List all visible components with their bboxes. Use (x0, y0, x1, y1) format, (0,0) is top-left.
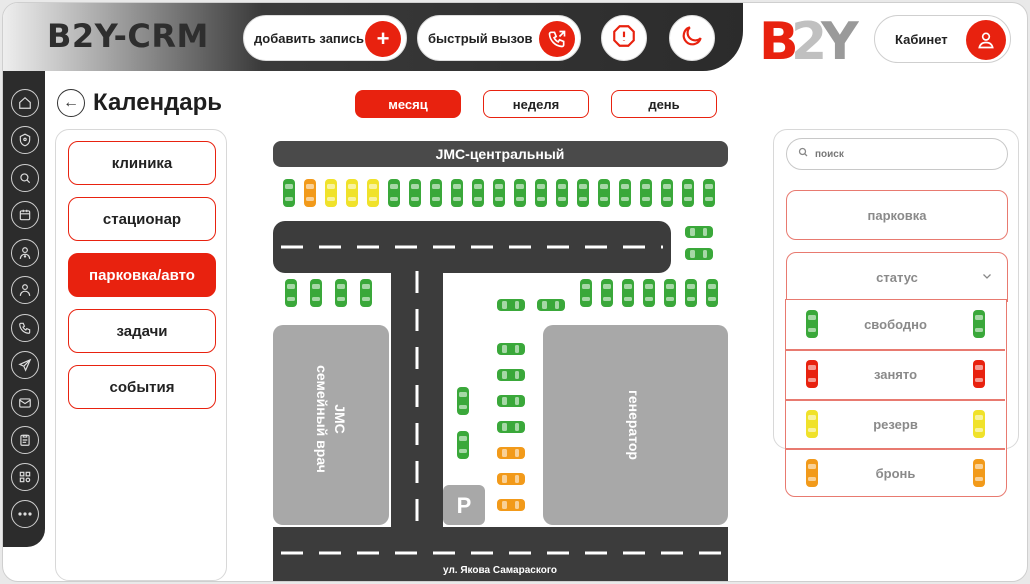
parking-spot[interactable] (497, 395, 525, 407)
building-jmc-family (273, 325, 389, 525)
quick-call-button[interactable] (417, 15, 581, 61)
parking-spot[interactable] (497, 447, 525, 459)
parking-spot[interactable] (661, 179, 673, 207)
parking-spot[interactable] (285, 279, 297, 307)
home-icon[interactable] (11, 89, 39, 117)
car-icon (973, 410, 985, 438)
category-panel (55, 129, 227, 581)
arrow-left-icon: ← (63, 94, 79, 111)
add-record-label: добавить запись (254, 30, 364, 46)
phone-call-icon (539, 21, 575, 57)
app-window (2, 2, 1028, 582)
parking-spot[interactable] (577, 179, 589, 207)
parking-filter[interactable] (786, 190, 1008, 240)
parking-spot[interactable] (304, 179, 316, 207)
parking-spot[interactable] (640, 179, 652, 207)
search-placeholder: поиск (815, 148, 844, 160)
chevron-down-icon (981, 269, 993, 287)
parking-spot[interactable] (682, 179, 694, 207)
parking-spot[interactable] (619, 179, 631, 207)
parking-spot[interactable] (457, 431, 469, 459)
cabinet-label: Кабинет (895, 31, 948, 47)
parking-spot[interactable] (388, 179, 400, 207)
parking-map (273, 141, 728, 582)
menu-hospital[interactable]: стационар (68, 197, 216, 241)
parking-spot[interactable] (685, 226, 713, 238)
parking-spot[interactable] (325, 179, 337, 207)
send-icon[interactable] (11, 351, 39, 379)
parking-filter-label: парковка (867, 207, 927, 223)
status-occupied-label: занято (873, 367, 918, 382)
b2y-logo (759, 9, 859, 69)
mail-icon[interactable] (11, 389, 39, 417)
svg-text:B: B (759, 12, 799, 69)
status-reserve[interactable] (786, 400, 1005, 449)
moon-icon (679, 23, 705, 54)
more-icon[interactable] (11, 500, 39, 528)
alert-button[interactable] (601, 15, 647, 61)
phone-icon[interactable] (11, 314, 39, 342)
user-icon (966, 20, 1006, 60)
status-dropdown-label: статус (876, 269, 918, 285)
tab-day[interactable]: день (611, 90, 717, 118)
parking-spot[interactable] (346, 179, 358, 207)
parking-spot[interactable] (535, 179, 547, 207)
parking-column (497, 343, 525, 511)
car-icon (973, 459, 985, 487)
parking-spot[interactable] (493, 179, 505, 207)
page-title: Календарь (93, 89, 223, 116)
status-reserve-label: резерв (873, 417, 918, 432)
svg-text:P: P (456, 493, 472, 518)
parking-spot[interactable] (472, 179, 484, 207)
cabinet-button[interactable] (874, 15, 1011, 63)
car-icon (806, 410, 818, 438)
car-icon (806, 360, 818, 388)
tab-month[interactable]: месяц (355, 90, 461, 118)
tab-week[interactable]: неделя (483, 90, 589, 118)
menu-clinic[interactable]: клиника (68, 141, 216, 185)
parking-spot[interactable] (598, 179, 610, 207)
parking-spot[interactable] (537, 299, 565, 311)
svg-text:JMC-центральный: JMC-центральный (435, 146, 565, 162)
status-free[interactable] (786, 300, 1005, 349)
parking-spot[interactable] (580, 279, 592, 307)
parking-row-left (285, 279, 372, 307)
parking-spot[interactable] (335, 279, 347, 307)
quick-call-label: быстрый вызов (428, 30, 533, 46)
clipboard-icon[interactable] (11, 426, 39, 454)
parking-spot[interactable] (497, 369, 525, 381)
parking-spot[interactable] (497, 421, 525, 433)
parking-spot[interactable] (367, 179, 379, 207)
apps-icon[interactable] (11, 463, 39, 491)
sidebar (3, 71, 45, 547)
parking-spot[interactable] (497, 499, 525, 511)
street-name: ул. Якова Самараского (443, 565, 557, 576)
menu-tasks[interactable]: задачи (68, 309, 216, 353)
parking-spot[interactable] (685, 248, 713, 260)
parking-spot[interactable] (310, 279, 322, 307)
status-booked[interactable] (786, 449, 1005, 498)
parking-row-right (497, 279, 718, 311)
car-icon (806, 459, 818, 487)
car-icon (973, 360, 985, 388)
svg-text:семейный врач: семейный врач (314, 365, 330, 473)
back-button[interactable] (57, 89, 85, 117)
status-booked-label: бронь (875, 466, 916, 481)
parking-spot[interactable] (514, 179, 526, 207)
svg-text:Y: Y (821, 12, 859, 69)
alert-icon (611, 23, 637, 54)
parking-spot[interactable] (409, 179, 421, 207)
add-record-button[interactable] (243, 15, 407, 61)
brand-logo: B2Y-CRM (47, 17, 209, 55)
status-dropdown[interactable] (786, 252, 1008, 302)
doctor-icon[interactable] (11, 239, 39, 267)
parking-spot[interactable] (601, 279, 613, 307)
parking-spot[interactable] (685, 279, 697, 307)
parking-spot[interactable] (451, 179, 463, 207)
parking-spot[interactable] (283, 179, 295, 207)
car-icon (973, 310, 985, 338)
svg-text:JMC: JMC (332, 404, 348, 434)
parking-spot[interactable] (622, 279, 634, 307)
parking-spot[interactable] (497, 473, 525, 485)
parking-spot[interactable] (497, 299, 525, 311)
staff-icon[interactable] (11, 276, 39, 304)
parking-spot[interactable] (497, 343, 525, 355)
parking-spot[interactable] (706, 279, 718, 307)
shield-icon[interactable] (11, 126, 39, 154)
car-icon (806, 310, 818, 338)
parking-spot[interactable] (457, 387, 469, 415)
plus-icon: + (365, 21, 401, 57)
svg-text:генератор: генератор (626, 390, 642, 460)
parking-spot[interactable] (360, 279, 372, 307)
parking-row-top (283, 179, 715, 207)
parking-spot[interactable] (643, 279, 655, 307)
status-free-label: свободно (864, 317, 927, 332)
search-input[interactable] (786, 138, 1008, 170)
parking-spot[interactable] (556, 179, 568, 207)
parking-spot[interactable] (430, 179, 442, 207)
status-list (785, 299, 1007, 497)
parking-spot[interactable] (703, 179, 715, 207)
menu-parking[interactable]: парковка/авто (68, 253, 216, 297)
parking-spot[interactable] (664, 279, 676, 307)
menu-events[interactable]: события (68, 365, 216, 409)
svg-text:2: 2 (791, 12, 828, 69)
search-icon[interactable] (11, 164, 39, 192)
search-icon (797, 145, 809, 163)
calendar-icon[interactable] (11, 201, 39, 229)
theme-toggle-button[interactable] (669, 15, 715, 61)
status-occupied[interactable] (786, 350, 1005, 399)
